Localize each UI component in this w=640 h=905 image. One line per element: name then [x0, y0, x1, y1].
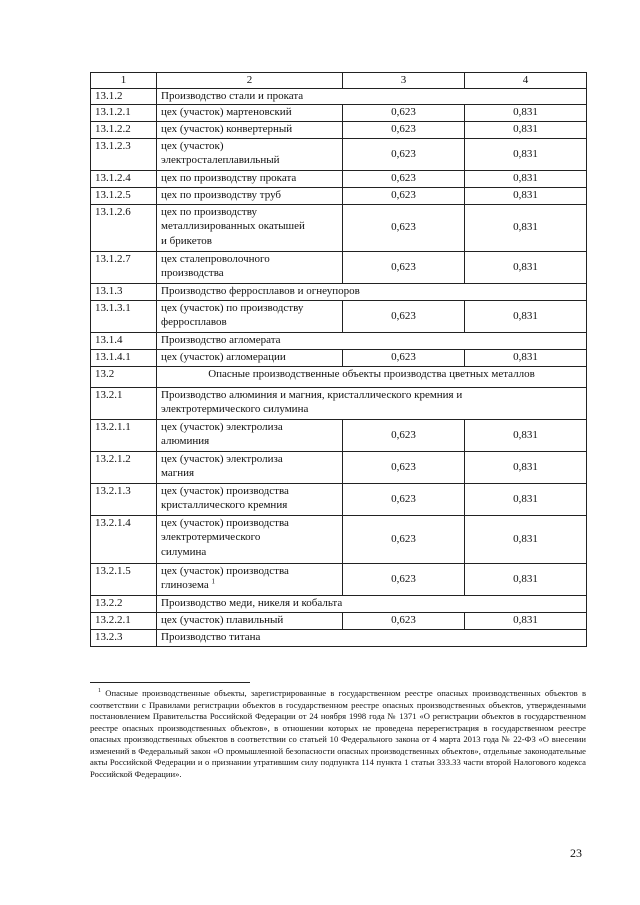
table-row [91, 515, 587, 563]
row-name [157, 251, 343, 283]
value-col-4: 0,831 [465, 612, 587, 629]
footnote-divider [90, 682, 250, 683]
row-code: 13.2.1.2 [91, 451, 157, 483]
row-code: 13.1.2.2 [91, 121, 157, 138]
row-name-text: цех (участок) производства глинозема [161, 564, 289, 591]
value-col-4: 0,831 [465, 251, 587, 283]
table-row [91, 595, 587, 612]
footnote [90, 688, 586, 780]
row-name-text: цех сталепроволочного производства [161, 252, 270, 279]
value-col-3: 0,623 [343, 349, 465, 366]
table-row [91, 251, 587, 283]
row-name-text: цех (участок) электросталеплавильный [161, 139, 280, 166]
row-code: 13.2.2 [91, 595, 157, 612]
row-name [157, 612, 343, 629]
row-code: 13.2.1.3 [91, 483, 157, 515]
row-code: 13.1.2.6 [91, 204, 157, 251]
table-row [91, 300, 587, 332]
section-title [157, 595, 587, 612]
table-row [91, 563, 587, 595]
row-name [157, 451, 343, 483]
value-col-4: 0,831 [465, 138, 587, 170]
section-title [157, 283, 587, 300]
table-row [91, 89, 587, 105]
row-name-text: Производство меди, никеля и кобальта [161, 596, 343, 609]
table-row [91, 366, 587, 387]
row-name-text: цех по производству проката [161, 171, 297, 184]
row-name [157, 204, 343, 251]
value-col-3: 0,623 [343, 187, 465, 204]
header-col-4: 4 [465, 73, 587, 89]
table-row [91, 204, 587, 251]
value-col-4: 0,831 [465, 187, 587, 204]
value-col-4: 0,831 [465, 121, 587, 138]
section-title [157, 366, 587, 387]
footnote-ref: 1 [211, 577, 215, 586]
table-row [91, 104, 587, 121]
table-row [91, 483, 587, 515]
value-col-4: 0,831 [465, 451, 587, 483]
row-name-text: Производство титана [161, 630, 261, 643]
row-name-text: Производство ферросплавов и огнеупоров [161, 284, 360, 297]
table-body [91, 73, 587, 647]
row-code: 13.2 [91, 366, 157, 387]
footnote-marker: 1 [98, 688, 101, 695]
value-col-4: 0,831 [465, 170, 587, 187]
rates-table [90, 72, 587, 647]
row-name-text: цех (участок) агломерации [161, 350, 286, 363]
value-col-3: 0,623 [343, 204, 465, 251]
section-title [157, 387, 587, 419]
row-name-text: цех (участок) мартеновский [161, 105, 292, 118]
row-name [157, 138, 343, 170]
row-code: 13.2.1.4 [91, 515, 157, 563]
header-col-2: 2 [157, 73, 343, 89]
table-row [91, 349, 587, 366]
section-title [157, 332, 587, 349]
row-code: 13.1.2.1 [91, 104, 157, 121]
row-name [157, 515, 343, 563]
page-number: 23 [570, 846, 582, 860]
row-name-text: цех (участок) по производству ферросплавов [161, 301, 304, 328]
value-col-3: 0,623 [343, 121, 465, 138]
header-col-3: 3 [343, 73, 465, 89]
row-code: 13.1.4.1 [91, 349, 157, 366]
row-name [157, 104, 343, 121]
row-name-text: Производство стали и проката [161, 90, 304, 102]
row-name-text: Производство агломерата [161, 333, 281, 346]
table-row [91, 121, 587, 138]
row-name [157, 187, 343, 204]
row-name-text: цех (участок) производства кристаллического кремния [161, 484, 289, 511]
table-row [91, 629, 587, 646]
row-code: 13.2.1 [91, 387, 157, 419]
row-name [157, 300, 343, 332]
row-code: 13.1.2.4 [91, 170, 157, 187]
table-row [91, 332, 587, 349]
value-col-3: 0,623 [343, 104, 465, 121]
section-title [157, 89, 587, 105]
value-col-3: 0,623 [343, 251, 465, 283]
table-row [91, 170, 587, 187]
row-code: 13.1.4 [91, 332, 157, 349]
value-col-4: 0,831 [465, 204, 587, 251]
value-col-4: 0,831 [465, 300, 587, 332]
value-col-3: 0,623 [343, 451, 465, 483]
row-name [157, 349, 343, 366]
row-code: 13.1.2.3 [91, 138, 157, 170]
row-code: 13.1.3 [91, 283, 157, 300]
row-name [157, 483, 343, 515]
row-name [157, 170, 343, 187]
footnote-text: Опасные производственные объекты, зарегистрированные в государственном реестре опасных производственных объектов в соответствии с Правилами регистрации объектов в государственном реестре опасных производственных объектов, утвержденными постановлением Правительства Российской Федерации от 24 ноября 1998 года № 1371 «О регистрации объектов в государственном реестре опасных производственных объектов», в отношении которых не проведена перерегистрация в государственном реестре опасных производственных объектов в соответствии со статьей 10 Федерального закона от 4 марта 2013 года № 22-ФЗ «О внесении изменений в Федеральный закон «О промышленной безопасности опасных производственных объектов», отдельные законодательные акты Российской Федерации и о признании утратившим силу подпункта 114 пункта 1 статьи 333.33 части второй Налогового кодекса Российской Федерации». [90, 688, 586, 779]
row-name-text: цех (участок) производства электротермического силумина [161, 516, 289, 558]
table-row [91, 612, 587, 629]
value-col-3: 0,623 [343, 515, 465, 563]
row-name-text: Производство алюминия и магния, кристаллического кремния и электротермического силумина [161, 388, 463, 415]
table-row [91, 419, 587, 451]
row-code: 13.1.2.5 [91, 187, 157, 204]
row-name-text: цех по производству металлизированных окатышей и брикетов [161, 205, 305, 247]
row-code: 13.2.1.1 [91, 419, 157, 451]
section-title [157, 629, 587, 646]
row-name [157, 121, 343, 138]
row-name-text: цех (участок) электролиза алюминия [161, 420, 283, 447]
table-header-row [91, 73, 587, 89]
value-col-4: 0,831 [465, 563, 587, 595]
table-row [91, 451, 587, 483]
row-code: 13.1.2.7 [91, 251, 157, 283]
row-code: 13.2.1.5 [91, 563, 157, 595]
row-name [157, 419, 343, 451]
value-col-3: 0,623 [343, 563, 465, 595]
row-name-text: цех (участок) электролиза магния [161, 452, 283, 479]
row-name-text: Опасные производственные объекты производства цветных металлов [208, 367, 535, 380]
row-name-text: цех (участок) плавильный [161, 613, 284, 626]
value-col-4: 0,831 [465, 349, 587, 366]
row-code: 13.2.2.1 [91, 612, 157, 629]
header-col-1: 1 [91, 73, 157, 89]
value-col-4: 0,831 [465, 104, 587, 121]
row-code: 13.2.3 [91, 629, 157, 646]
table-row [91, 187, 587, 204]
value-col-3: 0,623 [343, 170, 465, 187]
value-col-3: 0,623 [343, 419, 465, 451]
row-name-text: цех по производству труб [161, 188, 282, 201]
row-code: 13.1.2 [91, 89, 157, 105]
value-col-3: 0,623 [343, 300, 465, 332]
table-row [91, 283, 587, 300]
value-col-3: 0,623 [343, 612, 465, 629]
value-col-3: 0,623 [343, 483, 465, 515]
table-row [91, 138, 587, 170]
row-name-text: цех (участок) конвертерный [161, 122, 293, 135]
value-col-4: 0,831 [465, 483, 587, 515]
value-col-4: 0,831 [465, 419, 587, 451]
table-row [91, 387, 587, 419]
row-code: 13.1.3.1 [91, 300, 157, 332]
value-col-4: 0,831 [465, 515, 587, 563]
row-name [157, 563, 343, 595]
value-col-3: 0,623 [343, 138, 465, 170]
